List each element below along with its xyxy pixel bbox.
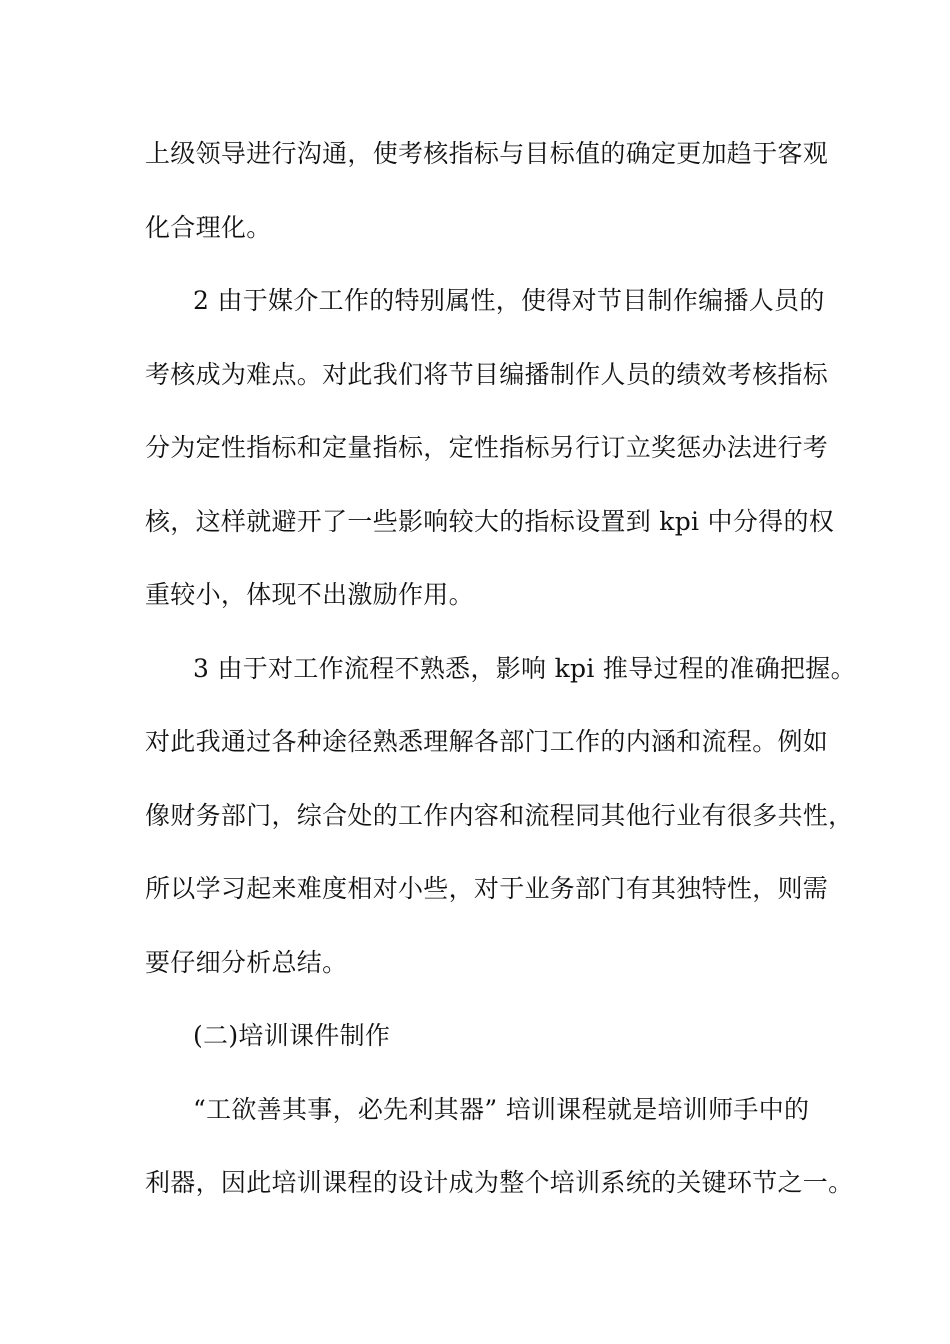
paragraph-line: 对此我通过各种途径熟悉理解各部门工作的内涵和流程。例如 xyxy=(145,727,829,756)
section-heading: (二)培训课件制作 xyxy=(193,1021,391,1050)
paragraph-line: “工欲善其事，必先利其器” 培训课程就是培训师手中的 xyxy=(193,1094,810,1124)
paragraph-line: 所以学习起来难度相对小些，对于业务部门有其独特性，则需 xyxy=(145,874,829,903)
paragraph-line: 利器，因此培训课程的设计成为整个培训系统的关键环节之一。 xyxy=(145,1168,854,1197)
paragraph-line: 上级领导进行沟通，使考核指标与目标值的确定更加趋于客观 xyxy=(145,139,829,168)
document-body xyxy=(145,128,856,1231)
paragraph-line: 分为定性指标和定量指标，定性指标另行订立奖惩办法进行考 xyxy=(145,433,829,462)
paragraph-line: 核，这样就避开了一些影响较大的指标设置到 kpi 中分得的权 xyxy=(145,506,835,536)
paragraph-line: 化合理化。 xyxy=(145,212,272,242)
paragraph-line: 像财务部门，综合处的工作内容和流程同其他行业有很多共性， xyxy=(145,800,854,830)
paragraph-line: 2 由于媒介工作的特别属性，使得对节目制作编播人员的 xyxy=(193,286,825,315)
paragraph-line: 考核成为难点。对此我们将节目编播制作人员的绩效考核指标 xyxy=(145,359,829,389)
paragraph-line: 重较小，体现不出激励作用。 xyxy=(145,580,474,609)
paragraph-line: 3 由于对工作流程不熟悉，影响 kpi 推导过程的准确把握。 xyxy=(193,653,856,683)
paragraph-line: 要仔细分析总结。 xyxy=(145,947,348,977)
